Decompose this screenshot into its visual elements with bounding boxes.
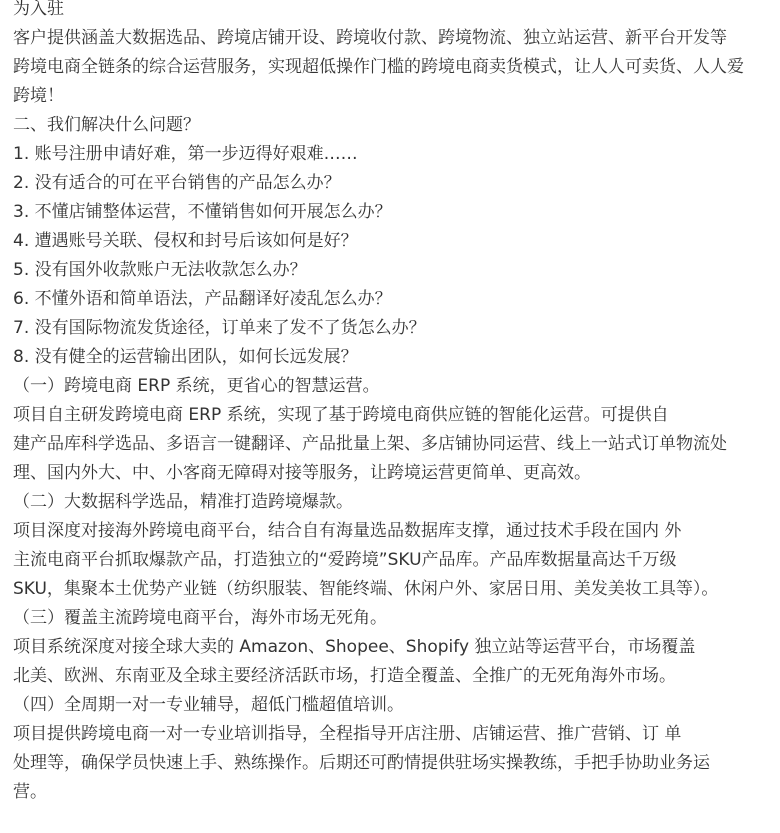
text-line: 项目提供跨境电商一对一专业培训指导，全程指导开店注册、店铺运营、推广营销、订 单 (13, 724, 682, 744)
text-line: 跨境电商全链条的综合运营服务，实现超低操作门槛的跨境电商卖货模式，让人人可卖货、人人爱 (13, 57, 744, 77)
list-item: 7. 没有国际物流发货途径，订单来了发不了货怎么办？ (13, 318, 426, 338)
text-line: 理、国内外大、中、小客商无障碍对接等服务，让跨境运营更简单、更高效。 (13, 463, 591, 483)
list-item: 8. 没有健全的运营输出团队，如何长远发展？ (13, 347, 358, 367)
text-line: 跨境！ (13, 86, 64, 106)
subsection-heading: （一）跨境电商 ERP 系统，更省心的智慧运营。 (13, 376, 380, 396)
list-item: 1. 账号注册申请好难，第一步迈得好艰难…… (13, 144, 358, 164)
text-line: 北美、欧洲、东南亚及全球主要经济活跃市场，打造全覆盖、全推广的无死角海外市场。 (13, 666, 676, 686)
subsection-heading: （四）全周期一对一专业辅导，超低门槛超值培训。 (13, 695, 404, 715)
text-line: SKU，集聚本土优势产业链（纺织服装、智能终端、休闲户外、家居日用、美发美妆工具等）。 (13, 579, 719, 599)
text-line: 营。 (13, 782, 47, 802)
text-line: 为入驻 (13, 0, 64, 19)
list-item: 5. 没有国外收款账户无法收款怎么办？ (13, 260, 307, 280)
list-item: 3. 不懂店铺整体运营，不懂销售如何开展怎么办？ (13, 202, 392, 222)
text-line: 主流电商平台抓取爆款产品，打造独立的“爱跨境”SKU产品库。产品库数据量高达千万级 (13, 550, 677, 570)
text-line: 项目系统深度对接全球大卖的 Amazon、Shopee、Shopify 独立站等运营平台，市场覆盖 (13, 637, 696, 657)
subsection-heading: （二）大数据科学选品，精准打造跨境爆款。 (13, 492, 353, 512)
text-line: 项目自主研发跨境电商 ERP 系统，实现了基于跨境电商供应链的智能化运营。可提供自 (13, 405, 669, 425)
subsection-heading: （三）覆盖主流跨境电商平台，海外市场无死角。 (13, 608, 387, 628)
text-line: 项目深度对接海外跨境电商平台，结合自有海量选品数据库支撑，通过技术手段在国内 外 (13, 521, 682, 541)
list-item: 2. 没有适合的可在平台销售的产品怎么办？ (13, 173, 341, 193)
text-line: 客户提供涵盖大数据选品、跨境店铺开设、跨境收付款、跨境物流、独立站运营、新平台开发等 (13, 28, 727, 48)
text-line: 处理等，确保学员快速上手、熟练操作。后期还可酌情提供驻场实操教练，手把手协助业务运 (13, 753, 710, 773)
list-item: 4. 遭遇账号关联、侵权和封号后该如何是好？ (13, 231, 358, 251)
list-item: 6. 不懂外语和简单语法，产品翻译好凌乱怎么办？ (13, 289, 392, 309)
section-heading: 二、我们解决什么问题？ (13, 115, 200, 135)
text-line: 建产品库科学选品、多语言一键翻译、产品批量上架、多店铺协同运营、线上一站式订单物流处 (13, 434, 727, 454)
